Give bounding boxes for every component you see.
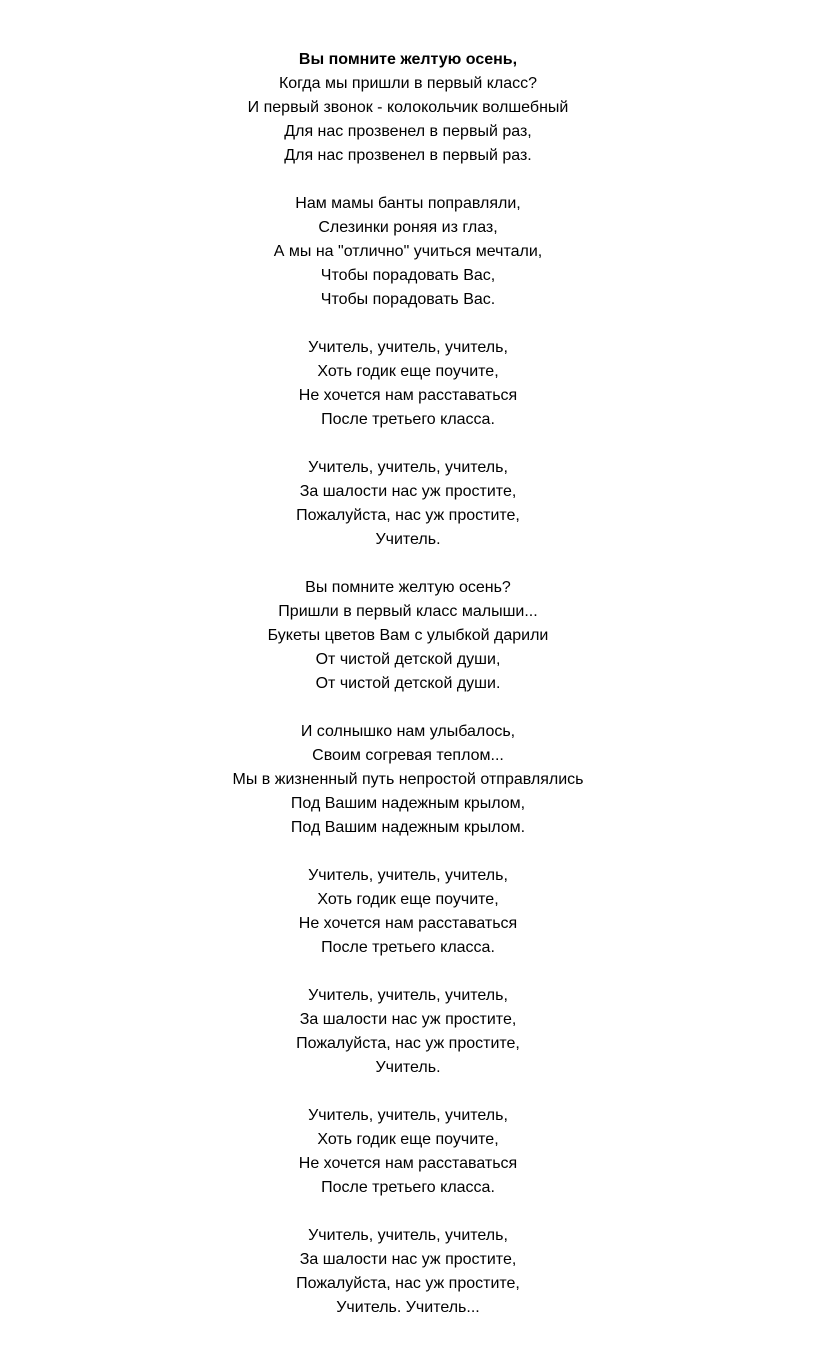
stanza-9 <box>0 1104 816 1200</box>
poem-line: Пожалуйста, нас уж простите, <box>296 507 520 524</box>
poem-line: Для нас прозвенел в первый раз. <box>284 147 532 164</box>
poem-line: И первый звонок - колокольчик волшебный <box>247 99 569 116</box>
poem-line: Нам мамы банты поправляли, <box>295 195 521 212</box>
poem-line: Хоть годик еще поучите, <box>317 1131 499 1148</box>
poem-line: А мы на "отлично" учиться мечтали, <box>273 243 543 260</box>
stanza-3 <box>0 336 816 432</box>
stanza-2 <box>0 192 816 312</box>
poem-line: Учитель. <box>375 531 441 548</box>
poem-line: Учитель, учитель, учитель, <box>308 987 508 1004</box>
stanza-5 <box>0 576 816 696</box>
poem-line: После третьего класса. <box>321 411 495 428</box>
poem-line: Учитель, учитель, учитель, <box>308 1107 508 1124</box>
poem-line: И солнышко нам улыбалось, <box>300 723 516 740</box>
poem-line: После третьего класса. <box>321 1179 495 1196</box>
poem-line: Своим согревая теплом... <box>312 747 504 764</box>
poem-line: За шалости нас уж простите, <box>299 1251 517 1268</box>
poem-line: Не хочется нам расставаться <box>298 915 518 932</box>
poem-line: Не хочется нам расставаться <box>298 1155 518 1172</box>
poem-line: Хоть годик еще поучите, <box>317 891 499 908</box>
poem-line: Чтобы порадовать Вас. <box>320 291 496 308</box>
poem-line: Мы в жизненный путь непростой отправлялись <box>232 771 584 788</box>
poem-line: После третьего класса. <box>321 939 495 956</box>
stanza-4 <box>0 456 816 552</box>
poem-line: Учитель. Учитель... <box>336 1299 480 1316</box>
poem-line: Пожалуйста, нас уж простите, <box>296 1035 520 1052</box>
poem-line: Учитель. <box>375 1059 441 1076</box>
poem-line: Пришли в первый класс малыши... <box>278 603 538 620</box>
poem-title-line: Вы помните желтую осень, <box>298 51 518 68</box>
poem-line: Не хочется нам расставаться <box>298 387 518 404</box>
poem-line: Учитель, учитель, учитель, <box>308 1227 508 1244</box>
poem-line: Учитель, учитель, учитель, <box>308 459 508 476</box>
poem-line: Вы помните желтую осень? <box>305 579 511 596</box>
poem-line: Под Вашим надежным крылом. <box>290 819 526 836</box>
poem-line: От чистой детской души. <box>315 675 501 692</box>
poem-page <box>0 48 816 1344</box>
poem-line: Чтобы порадовать Вас, <box>320 267 496 284</box>
poem-line: Букеты цветов Вам с улыбкой дарили <box>267 627 549 644</box>
poem-line: Когда мы пришли в первый класс? <box>278 75 538 92</box>
poem-line: Хоть годик еще поучите, <box>317 363 499 380</box>
poem-line: Под Вашим надежным крылом, <box>290 795 526 812</box>
stanza-7 <box>0 864 816 960</box>
stanza-1 <box>0 48 816 168</box>
poem-line: За шалости нас уж простите, <box>299 1011 517 1028</box>
poem-line: Слезинки роняя из глаз, <box>318 219 498 236</box>
poem-line: Пожалуйста, нас уж простите, <box>296 1275 520 1292</box>
stanza-8 <box>0 984 816 1080</box>
poem-line: Для нас прозвенел в первый раз, <box>284 123 532 140</box>
stanza-6 <box>0 720 816 840</box>
stanza-10 <box>0 1224 816 1320</box>
poem-line: Учитель, учитель, учитель, <box>308 339 508 356</box>
poem-line: От чистой детской души, <box>315 651 501 668</box>
poem-line: Учитель, учитель, учитель, <box>308 867 508 884</box>
poem-line: За шалости нас уж простите, <box>299 483 517 500</box>
